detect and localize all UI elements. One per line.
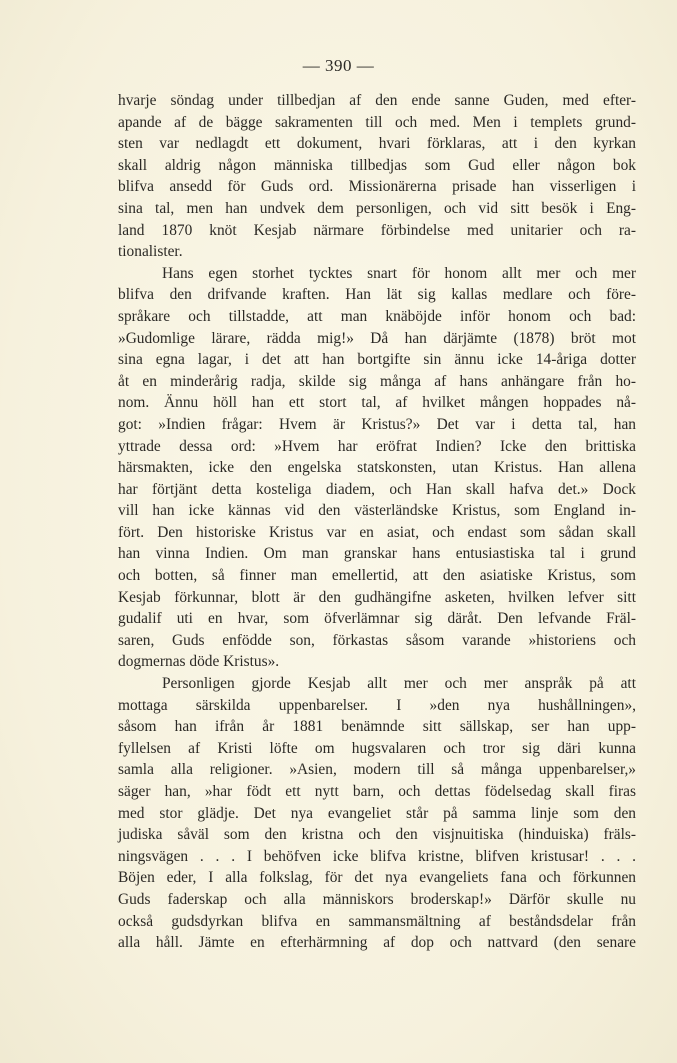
text-line: tionalister. [118, 243, 183, 261]
text-line: Personligen gjorde Kesjab allt mer och mer anspråk på att [162, 675, 636, 693]
text-line: blifva den drifvande kraften. Han lät sig kallas medlare och före- [118, 286, 636, 304]
text-line: blifva ansedd för Guds ord. Missionärerna prisade han visserligen i [118, 178, 636, 196]
text-line: saren, Guds enfödde son, förkastas såsom varande »historiens och [118, 631, 636, 649]
text-line: hvarje söndag under tillbedjan af den ende sanne Guden, med efter- [118, 92, 636, 109]
text-line: samla alla religioner. »Asien, modern till så många uppenbarelser,» [118, 761, 636, 779]
text-line: sina egna lagar, i det att han bortgifte sin ännu icke 14-åriga dotter [118, 351, 636, 369]
text-line: Böjen eder, I alla folkslag, för det nya evangeliets fana och förkunnen [118, 869, 636, 887]
text-line: sten var nedlagdt ett dokument, hvari förklaras, att i den kyrkan [118, 135, 636, 153]
text-line: Guds faderskap och alla människors broderskap!» Därför skulle nu [118, 890, 636, 908]
text-line: alla håll. Jämte en efterhärmning af dop och nattvard (den senare [118, 934, 636, 952]
text-line: också gudsdyrkan blifva en sammansmältning af beståndsdelar från [118, 912, 636, 930]
text-line: vill han icke kännas vid den västerländske Kristus, som England in- [118, 502, 636, 520]
text-line: Hans egen storhet tycktes snart för honom allt mer och mer [162, 264, 636, 282]
text-line: ningsvägen . . . I behöfven icke blifva kristne, blifven kristusar! . . . [118, 847, 636, 865]
text-line: med stor glädje. Det nya evangeliet står på samma linje som den [118, 804, 636, 822]
text-line: »Gudomlige lärare, rädda mig!» Då han därjämte (1878) bröt mot [118, 329, 636, 347]
text-line: gudalif uti en hvar, som öfverlämnar sig däråt. Den lefvande Fräl- [118, 610, 636, 628]
text-line: fyllelsen af Kristi löfte om hugsvalaren och tror sig däri kunna [118, 739, 636, 757]
text-line: och botten, så finner man emellertid, att den asiatiske Kristus, som [118, 567, 636, 585]
text-line: fört. Den historiske Kristus var en asiat, och endast som sådan skall [118, 523, 636, 541]
text-line: nom. Ännu höll han ett stort tal, af hvilket mången hoppades nå- [118, 394, 636, 412]
text-line: åt en minderårig radja, skilde sig många af hans anhängare från ho- [118, 372, 636, 390]
text-line: säger han, »har födt ett nytt barn, och dettas födelsedag skall firas [118, 783, 636, 800]
text-line: såsom han ifrån år 1881 benämnde sitt sällskap, ser han upp- [118, 718, 636, 736]
text-line: skall aldrig någon människa tillbedjas som Gud eller någon bok [118, 156, 636, 174]
text-line: har förtjänt detta kosteliga diadem, och Han skall hafva det.» Dock [118, 480, 636, 498]
text-line: yttrade dessa ord: »Hvem har eröfrat Indien? Icke den brittiska [118, 437, 636, 455]
text-line: apande af de bägge sakramenten till och med. Men i templets grund- [118, 113, 636, 131]
body-text [118, 90, 636, 954]
text-line: språkare och tillstadde, att man knäböjde inför honom och bad: [118, 307, 636, 325]
text-line: got: »Indien frågar: Hvem är Kristus?» Det var i detta tal, han [118, 415, 636, 433]
text-line: dogmernas döde Kristus». [118, 653, 280, 671]
text-line: mottaga särskilda uppenbarelser. I »den nya hushållningen», [118, 696, 636, 714]
text-line: land 1870 knöt Kesjab närmare förbindelse med unitarier och ra- [118, 221, 636, 239]
page-number: — 390 — [302, 56, 375, 75]
text-line: Kesjab förkunnar, blott är den gudhängifne asketen, hvilken lefver sitt [118, 588, 636, 606]
text-line: judiska såväl som den kristna och den visjnuitiska (hinduiska) fräls- [118, 826, 636, 844]
text-line: härsmakten, icke den engelska statskonsten, utan Kristus. Han allena [118, 459, 636, 477]
text-line: sina tal, men han undvek dem personligen, och vid sitt besök i Eng- [118, 199, 636, 217]
text-line: han vinna Indien. Om man granskar hans entusiastiska tal i grund [118, 545, 636, 563]
